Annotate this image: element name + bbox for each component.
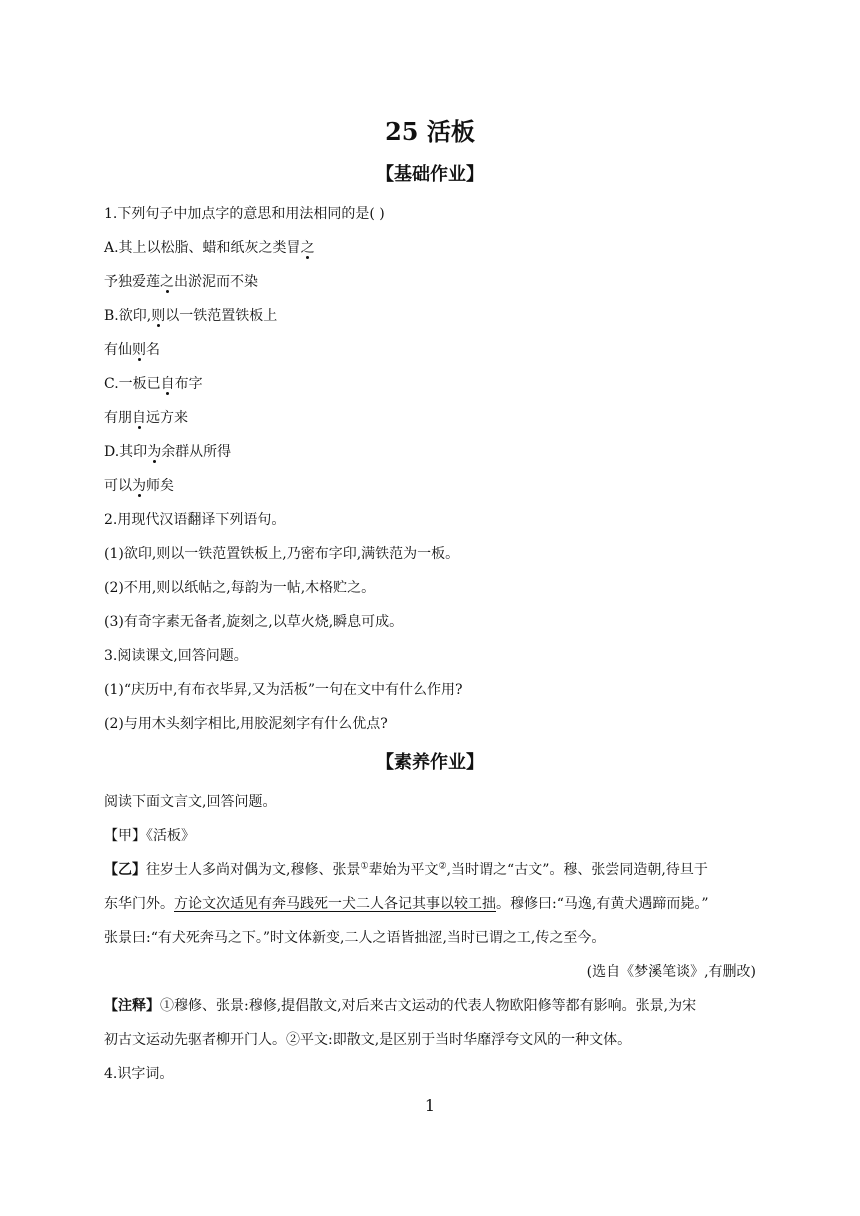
text-segment: B.欲印,: [104, 308, 152, 324]
question-1-stem: 1.下列句子中加点字的意思和用法相同的是( ): [104, 206, 385, 222]
page-title: 25 活板: [385, 117, 475, 146]
passage-yi-line3: 张景曰:“有犬死奔马之下。”时文体新变,二人之语皆拙涩,当时已谓之工,传之至今。: [104, 930, 606, 946]
section-heading-quality: 【素养作业】: [376, 752, 484, 773]
text-segment: 师矣: [146, 478, 174, 494]
underlined-sentence: 方论文次适见有奔马践死一犬二人各记其事以较工拙: [174, 896, 496, 912]
text-segment: 可以: [104, 478, 132, 494]
text-segment: ①穆修、张景:穆修,提倡散文,对后来古文运动的代表人物欧阳修等都有影响。张景,为宋: [160, 998, 697, 1014]
question-1-option-c-line2: [104, 408, 188, 428]
text-segment: 辈始为平文: [368, 862, 439, 878]
text-segment: 有朋: [104, 410, 132, 426]
dotted-char: 之: [160, 274, 174, 290]
footnote-marker: ①: [360, 861, 369, 872]
text-segment: 予独爱莲: [104, 274, 160, 290]
text-segment: 。穆修曰:“马逸,有黄犬遇蹄而毙。”: [496, 896, 709, 912]
question-2-sentence-3: (3)有奇字素无备者,旋刻之,以草火烧,瞬息可成。: [104, 614, 404, 630]
dotted-char: 为: [132, 478, 146, 494]
dotted-char: 之: [300, 240, 315, 256]
passage-yi-label: 【乙】: [104, 862, 146, 878]
text-segment: 以一铁范置铁板上: [165, 308, 278, 324]
passage-yi-line1: [104, 860, 708, 880]
passage-source: (选自《梦溪笔谈》,有删改): [586, 964, 756, 980]
question-1-option-b-line1: [104, 306, 277, 326]
dotted-char: 则: [132, 342, 146, 358]
text-segment: 名: [146, 342, 160, 358]
annotation-line2: 初古文运动先驱者柳开门人。②平文:即散文,是区别于当时华靡浮夸文风的一种文体。: [104, 1032, 632, 1048]
question-2-stem: 2.用现代汉语翻译下列语句。: [104, 512, 286, 528]
passage-jia-label: 【甲】《活板》: [104, 828, 195, 844]
question-3-sub-1: (1)“庆历中,有布衣毕昇,又为活板”一句在文中有什么作用?: [104, 682, 463, 698]
text-segment: D.其印: [104, 444, 148, 460]
annotation-label: 【注释】: [104, 998, 160, 1014]
text-segment: 余群从所得: [161, 444, 232, 460]
question-1-option-a-line1: [104, 238, 315, 258]
section-heading-basic: 【基础作业】: [376, 164, 484, 185]
question-3-stem: 3.阅读课文,回答问题。: [104, 648, 248, 664]
question-2-sentence-2: (2)不用,则以纸帖之,每韵为一帖,木格贮之。: [104, 580, 376, 596]
text-segment: 有仙: [104, 342, 132, 358]
dotted-char: 自: [132, 410, 146, 426]
dotted-char: 则: [151, 308, 166, 324]
dotted-char: 自: [160, 376, 175, 392]
text-segment: 往岁士人多尚对偶为文,穆修、张景: [146, 862, 361, 878]
text-segment: 远方来: [146, 410, 188, 426]
text-segment: ,当时谓之“古文”。穆、张尝同造朝,待旦于: [446, 862, 708, 878]
question-4-stem: 4.识字词。: [104, 1066, 174, 1082]
question-3-sub-2: (2)与用木头刻字相比,用胶泥刻字有什么优点?: [104, 716, 388, 732]
question-1-option-d-line1: [104, 442, 231, 462]
question-1-option-b-line2: [104, 340, 160, 360]
question-1-option-d-line2: [104, 476, 174, 496]
reading-intro: 阅读下面文言文,回答问题。: [104, 794, 277, 810]
annotation-line1: [104, 996, 696, 1016]
question-1-option-a-line2: [104, 272, 258, 292]
text-segment: 东华门外。: [104, 896, 174, 912]
text-segment: A.其上以松脂、蜡和纸灰之类冒: [104, 240, 301, 256]
text-segment: C.一板已: [104, 376, 161, 392]
text-segment: 布字: [174, 376, 203, 392]
question-1-option-c-line1: [104, 374, 203, 394]
question-2-sentence-1: (1)欲印,则以一铁范置铁板上,乃密布字印,满铁范为一板。: [104, 546, 460, 562]
page-number: 1: [424, 1096, 436, 1115]
dotted-char: 为: [147, 444, 162, 460]
text-segment: 出淤泥而不染: [174, 274, 258, 290]
footnote-marker: ②: [438, 861, 447, 872]
passage-yi-line2: [104, 894, 708, 914]
